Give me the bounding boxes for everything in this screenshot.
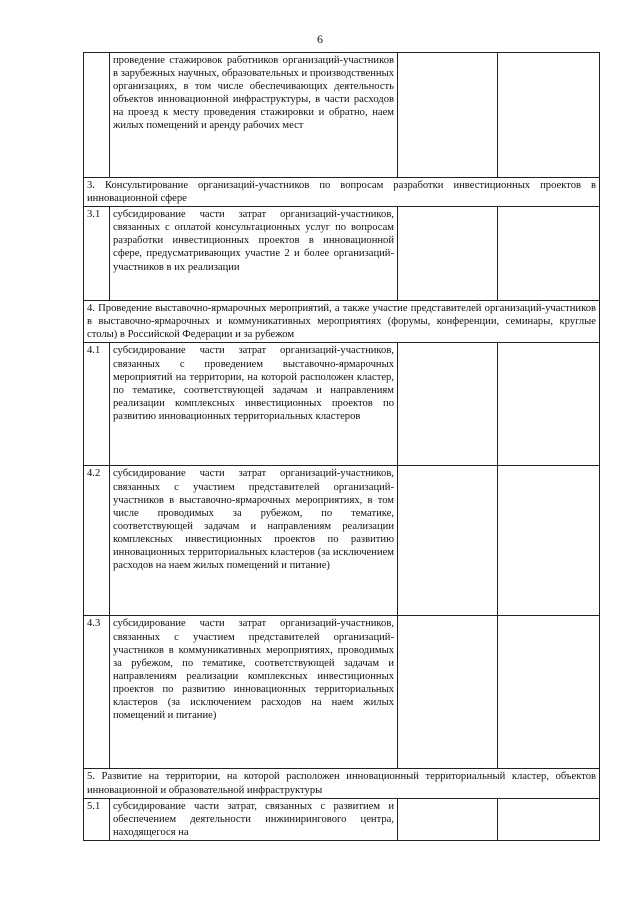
empty-cell [498, 466, 600, 616]
page-number: 6 [317, 32, 323, 46]
row-text: субсидирование части затрат организаций-участников, связанных с проведением выставочно-ярмарочных мероприятий на территории, на которой расположен кластер, по тематике, соответствующей задачам и направлениям реализации комплексных инвестиционных проектов по развитию инновационных территориальных кластеров [110, 343, 398, 466]
empty-cell [498, 53, 600, 178]
row-text: субсидирование части затрат организаций-участников, связанных с участием представителей организаций-участников в коммуникативных мероприятиях, проводимых за рубежом, по тематике, соответствующей задачам и направлениям реализации комплексных инвестиционных проектов по развитию инновационных территориальных кластеров (за исключением расходов на наем жилых помещений и питание) [110, 616, 398, 769]
empty-cell [398, 798, 498, 840]
empty-cell [498, 616, 600, 769]
empty-cell [398, 466, 498, 616]
table-row [84, 798, 600, 840]
row-number: 4.2 [84, 466, 110, 616]
section-heading: 3. Консультирование организаций-участников по вопросам разработки инвестиционных проектов в инновационной сфере [84, 178, 600, 207]
row-number [84, 53, 110, 178]
empty-cell [498, 343, 600, 466]
row-text: проведение стажировок работников организаций-участников в зарубежных научных, образовательных и производственных организациях, в том числе обеспечивающих деятельность объектов инновационной инфраструктуры, в части расходов на проезд к месту проведения стажировки и обратно, наем жилых помещений и аренду рабочих мест [110, 53, 398, 178]
row-number: 4.1 [84, 343, 110, 466]
table-row [84, 343, 600, 466]
empty-cell [398, 616, 498, 769]
empty-cell [398, 207, 498, 301]
section-row [84, 178, 600, 207]
empty-cell [498, 207, 600, 301]
row-number: 3.1 [84, 207, 110, 301]
empty-cell [498, 798, 600, 840]
table-row [84, 207, 600, 301]
section-row [84, 301, 600, 343]
table-row [84, 466, 600, 616]
empty-cell [398, 53, 498, 178]
row-number: 5.1 [84, 798, 110, 840]
section-heading: 4. Проведение выставочно-ярмарочных мероприятий, а также участие представителей организаций-участников в выставочно-ярмарочных и коммуникативных мероприятиях (форумы, конференции, семинары, круглые столы) в Российской Федерации и за рубежом [84, 301, 600, 343]
table-row [84, 53, 600, 178]
empty-cell [398, 343, 498, 466]
row-text: субсидирование части затрат организаций-участников, связанных с оплатой консультационных услуг по вопросам разработки инвестиционных проектов в инновационной сфере, предусматривающих участие 2 и более организаций-участников в их реализации [110, 207, 398, 301]
section-row [84, 769, 600, 798]
row-number: 4.3 [84, 616, 110, 769]
row-text: субсидирование части затрат, связанных с развитием и обеспечением деятельности инжинирингового центра, находящегося на [110, 798, 398, 840]
section-heading: 5. Развитие на территории, на которой расположен инновационный территориальный кластер, объектов инновационной и образовательной инфраструктуры [84, 769, 600, 798]
measures-table [83, 52, 600, 841]
row-text: субсидирование части затрат организаций-участников, связанных с участием представителей организаций-участников в выставочно-ярмарочных мероприятиях, в том числе проводимых за рубежом, по тематике, соответствующей задачам и направлениям реализации комплексных инвестиционных проектов по развитию инновационных территориальных кластеров (за исключением расходов на наем жилых помещений и питание) [110, 466, 398, 616]
table-row [84, 616, 600, 769]
